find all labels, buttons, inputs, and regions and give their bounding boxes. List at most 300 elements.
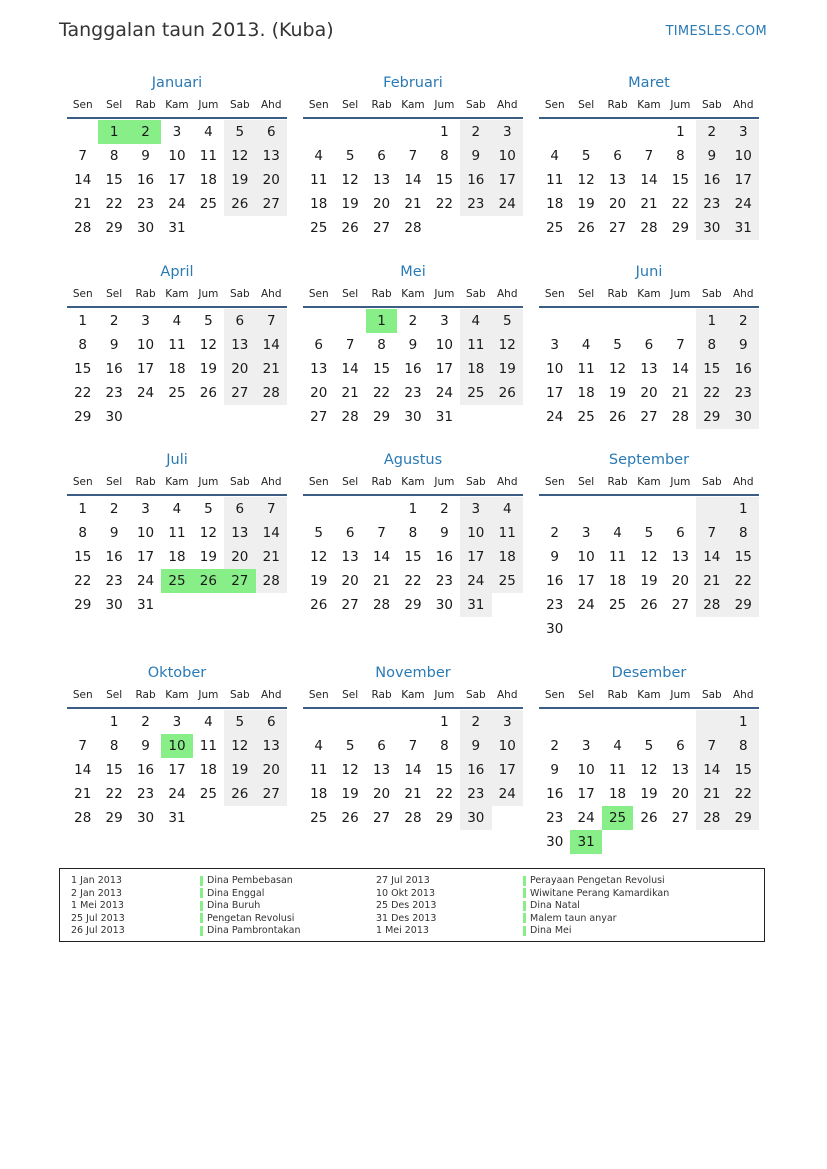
day-cell[interactable]: 3: [581, 525, 591, 541]
day-cell[interactable]: 20: [341, 573, 359, 589]
day-cell[interactable]: 8: [78, 525, 87, 541]
day-cell[interactable]: 23: [460, 192, 491, 216]
day-cell[interactable]: 16: [105, 549, 123, 565]
day-cell[interactable]: 13: [640, 361, 658, 377]
day-cell[interactable]: 21: [671, 385, 689, 401]
day-cell[interactable]: 16: [136, 762, 155, 778]
day-cell[interactable]: 3: [460, 497, 491, 521]
day-cell[interactable]: 9: [440, 525, 449, 541]
day-cell[interactable]: 14: [404, 762, 422, 778]
day-cell[interactable]: 23: [435, 573, 453, 589]
day-cell[interactable]: 20: [224, 545, 255, 569]
day-cell[interactable]: 7: [256, 309, 287, 333]
day-cell[interactable]: 12: [640, 549, 658, 565]
day-cell[interactable]: 15: [435, 172, 453, 188]
day-cell[interactable]: 10: [492, 144, 523, 168]
day-cell[interactable]: 14: [696, 758, 727, 782]
day-cell[interactable]: 11: [608, 549, 627, 565]
day-cell[interactable]: 11: [168, 525, 186, 541]
day-cell[interactable]: 14: [341, 361, 359, 377]
day-cell[interactable]: 30: [460, 806, 491, 830]
day-cell[interactable]: 20: [310, 385, 328, 401]
day-cell[interactable]: 14: [671, 361, 689, 377]
day-cell[interactable]: 24: [168, 196, 186, 212]
day-cell[interactable]: 13: [224, 333, 255, 357]
day-cell[interactable]: 31: [168, 220, 186, 236]
day-cell[interactable]: 4: [460, 309, 491, 333]
day-cell[interactable]: 23: [136, 196, 155, 212]
day-cell[interactable]: 22: [105, 196, 123, 212]
day-cell[interactable]: 30: [136, 810, 155, 826]
day-cell[interactable]: 11: [492, 521, 523, 545]
day-cell[interactable]: 9: [460, 734, 491, 758]
day-cell[interactable]: 17: [460, 545, 491, 569]
day-cell[interactable]: 30: [105, 597, 123, 613]
day-cell[interactable]: 26: [577, 220, 595, 236]
day-cell[interactable]: 13: [608, 172, 627, 188]
day-cell[interactable]: 28: [74, 810, 92, 826]
day-cell[interactable]: 18: [546, 196, 564, 212]
day-cell[interactable]: 13: [671, 762, 689, 778]
day-cell[interactable]: 25: [199, 786, 217, 802]
day-cell[interactable]: 17: [492, 758, 523, 782]
day-cell[interactable]: 28: [341, 409, 359, 425]
day-cell[interactable]: 6: [345, 525, 355, 541]
day-cell[interactable]: 14: [74, 172, 92, 188]
day-cell[interactable]: 28: [404, 810, 422, 826]
day-cell[interactable]: 15: [404, 549, 422, 565]
day-cell[interactable]: 3: [141, 501, 150, 517]
day-cell[interactable]: 7: [676, 337, 685, 353]
day-cell[interactable]: 28: [404, 220, 422, 236]
day-cell[interactable]: 3: [728, 120, 759, 144]
day-cell[interactable]: 29: [372, 409, 391, 425]
day-cell[interactable]: 18: [492, 545, 523, 569]
day-cell[interactable]: 3: [581, 738, 591, 754]
day-cell[interactable]: 22: [372, 385, 391, 401]
day-cell[interactable]: 2: [550, 525, 559, 541]
day-cell[interactable]: 15: [74, 549, 92, 565]
day-cell[interactable]: 10: [577, 762, 595, 778]
day-cell[interactable]: 3: [492, 710, 523, 734]
day-cell[interactable]: 20: [224, 357, 255, 381]
day-cell[interactable]: 30: [728, 405, 759, 429]
day-cell[interactable]: 17: [168, 172, 186, 188]
day-cell[interactable]: 28: [696, 806, 727, 830]
day-cell[interactable]: 19: [199, 361, 217, 377]
day-cell[interactable]: 27: [372, 220, 391, 236]
day-cell[interactable]: 2: [408, 313, 418, 329]
day-cell[interactable]: 15: [435, 762, 453, 778]
day-cell[interactable]: 27: [671, 810, 689, 826]
holiday-day-cell[interactable]: 26: [193, 569, 224, 593]
day-cell[interactable]: 7: [408, 148, 418, 164]
day-cell[interactable]: 30: [696, 216, 727, 240]
day-cell[interactable]: 2: [109, 501, 119, 517]
day-cell[interactable]: 11: [608, 762, 627, 778]
holiday-day-cell[interactable]: 1: [366, 309, 397, 333]
day-cell[interactable]: 27: [310, 409, 328, 425]
day-cell[interactable]: 15: [728, 545, 759, 569]
day-cell[interactable]: 5: [345, 148, 355, 164]
day-cell[interactable]: 17: [577, 573, 595, 589]
day-cell[interactable]: 29: [404, 597, 422, 613]
day-cell[interactable]: 16: [460, 168, 491, 192]
day-cell[interactable]: 27: [640, 409, 658, 425]
holiday-day-cell[interactable]: 27: [224, 569, 255, 593]
day-cell[interactable]: 10: [728, 144, 759, 168]
day-cell[interactable]: 13: [341, 549, 359, 565]
day-cell[interactable]: 29: [105, 220, 123, 236]
day-cell[interactable]: 6: [224, 497, 255, 521]
day-cell[interactable]: 21: [256, 357, 287, 381]
day-cell[interactable]: 4: [613, 525, 622, 541]
day-cell[interactable]: 12: [640, 762, 658, 778]
day-cell[interactable]: 14: [372, 549, 391, 565]
day-cell[interactable]: 13: [256, 144, 287, 168]
day-cell[interactable]: 8: [109, 148, 119, 164]
day-cell[interactable]: 6: [224, 309, 255, 333]
day-cell[interactable]: 25: [199, 196, 217, 212]
day-cell[interactable]: 21: [256, 545, 287, 569]
day-cell[interactable]: 4: [613, 738, 622, 754]
day-cell[interactable]: 30: [404, 409, 422, 425]
day-cell[interactable]: 16: [696, 168, 727, 192]
day-cell[interactable]: 6: [676, 738, 685, 754]
day-cell[interactable]: 3: [492, 120, 523, 144]
day-cell[interactable]: 16: [546, 573, 564, 589]
day-cell[interactable]: 27: [224, 381, 255, 405]
day-cell[interactable]: 23: [136, 786, 155, 802]
holiday-day-cell[interactable]: 25: [602, 806, 633, 830]
day-cell[interactable]: 21: [640, 196, 658, 212]
day-cell[interactable]: 10: [577, 549, 595, 565]
day-cell[interactable]: 24: [577, 597, 595, 613]
day-cell[interactable]: 6: [377, 738, 386, 754]
day-cell[interactable]: 30: [435, 597, 453, 613]
day-cell[interactable]: 17: [136, 549, 155, 565]
day-cell[interactable]: 21: [74, 196, 92, 212]
day-cell[interactable]: 12: [577, 172, 595, 188]
day-cell[interactable]: 4: [492, 497, 523, 521]
day-cell[interactable]: 7: [256, 497, 287, 521]
day-cell[interactable]: 7: [78, 738, 87, 754]
day-cell[interactable]: 7: [377, 525, 386, 541]
day-cell[interactable]: 19: [341, 196, 359, 212]
day-cell[interactable]: 15: [105, 762, 123, 778]
day-cell[interactable]: 9: [550, 549, 559, 565]
day-cell[interactable]: 17: [546, 385, 564, 401]
day-cell[interactable]: 30: [546, 621, 564, 637]
day-cell[interactable]: 24: [546, 409, 564, 425]
day-cell[interactable]: 28: [640, 220, 658, 236]
day-cell[interactable]: 18: [199, 762, 217, 778]
day-cell[interactable]: 1: [696, 309, 727, 333]
day-cell[interactable]: 16: [546, 786, 564, 802]
day-cell[interactable]: 15: [671, 172, 689, 188]
day-cell[interactable]: 18: [608, 786, 627, 802]
day-cell[interactable]: 29: [696, 405, 727, 429]
day-cell[interactable]: 31: [460, 593, 491, 617]
day-cell[interactable]: 12: [199, 525, 217, 541]
day-cell[interactable]: 18: [608, 573, 627, 589]
day-cell[interactable]: 18: [577, 385, 595, 401]
day-cell[interactable]: 24: [460, 569, 491, 593]
day-cell[interactable]: 18: [199, 172, 217, 188]
day-cell[interactable]: 6: [644, 337, 654, 353]
day-cell[interactable]: 10: [136, 525, 155, 541]
day-cell[interactable]: 10: [492, 734, 523, 758]
day-cell[interactable]: 1: [109, 714, 119, 730]
day-cell[interactable]: 22: [74, 385, 92, 401]
day-cell[interactable]: 26: [640, 597, 658, 613]
day-cell[interactable]: 8: [728, 734, 759, 758]
day-cell[interactable]: 21: [404, 196, 422, 212]
day-cell[interactable]: 7: [345, 337, 355, 353]
day-cell[interactable]: 2: [440, 501, 449, 517]
day-cell[interactable]: 4: [204, 714, 213, 730]
day-cell[interactable]: 18: [460, 357, 491, 381]
holiday-day-cell[interactable]: 31: [570, 830, 601, 854]
day-cell[interactable]: 5: [224, 710, 255, 734]
day-cell[interactable]: 13: [256, 734, 287, 758]
day-cell[interactable]: 22: [105, 786, 123, 802]
day-cell[interactable]: 19: [640, 786, 658, 802]
day-cell[interactable]: 24: [492, 782, 523, 806]
day-cell[interactable]: 16: [435, 549, 453, 565]
day-cell[interactable]: 9: [550, 762, 559, 778]
day-cell[interactable]: 8: [78, 337, 87, 353]
day-cell[interactable]: 27: [608, 220, 627, 236]
day-cell[interactable]: 19: [608, 385, 627, 401]
day-cell[interactable]: 19: [492, 357, 523, 381]
day-cell[interactable]: 17: [492, 168, 523, 192]
day-cell[interactable]: 23: [696, 192, 727, 216]
day-cell[interactable]: 11: [460, 333, 491, 357]
day-cell[interactable]: 4: [314, 738, 323, 754]
day-cell[interactable]: 19: [640, 573, 658, 589]
day-cell[interactable]: 20: [671, 786, 689, 802]
day-cell[interactable]: 28: [256, 569, 287, 593]
day-cell[interactable]: 19: [341, 786, 359, 802]
day-cell[interactable]: 29: [671, 220, 689, 236]
day-cell[interactable]: 23: [546, 597, 564, 613]
day-cell[interactable]: 5: [224, 120, 255, 144]
day-cell[interactable]: 15: [372, 361, 391, 377]
day-cell[interactable]: 9: [460, 144, 491, 168]
day-cell[interactable]: 25: [492, 569, 523, 593]
day-cell[interactable]: 1: [408, 501, 418, 517]
day-cell[interactable]: 7: [78, 148, 87, 164]
day-cell[interactable]: 20: [372, 196, 391, 212]
day-cell[interactable]: 18: [168, 361, 186, 377]
day-cell[interactable]: 26: [341, 220, 359, 236]
day-cell[interactable]: 9: [408, 337, 418, 353]
day-cell[interactable]: 3: [440, 313, 449, 329]
day-cell[interactable]: 12: [341, 172, 359, 188]
day-cell[interactable]: 5: [581, 148, 591, 164]
day-cell[interactable]: 26: [608, 409, 627, 425]
day-cell[interactable]: 4: [550, 148, 559, 164]
day-cell[interactable]: 28: [696, 593, 727, 617]
holiday-day-cell[interactable]: 2: [130, 120, 161, 144]
day-cell[interactable]: 7: [696, 734, 727, 758]
day-cell[interactable]: 24: [136, 573, 155, 589]
day-cell[interactable]: 5: [492, 309, 523, 333]
day-cell[interactable]: 12: [492, 333, 523, 357]
day-cell[interactable]: 12: [224, 734, 255, 758]
day-cell[interactable]: 21: [341, 385, 359, 401]
day-cell[interactable]: 19: [310, 573, 328, 589]
day-cell[interactable]: 18: [310, 786, 328, 802]
day-cell[interactable]: 8: [676, 148, 685, 164]
day-cell[interactable]: 25: [608, 597, 627, 613]
day-cell[interactable]: 19: [199, 549, 217, 565]
day-cell[interactable]: 15: [105, 172, 123, 188]
day-cell[interactable]: 31: [168, 810, 186, 826]
day-cell[interactable]: 6: [676, 525, 685, 541]
day-cell[interactable]: 3: [172, 124, 182, 140]
day-cell[interactable]: 1: [440, 124, 449, 140]
day-cell[interactable]: 29: [435, 810, 453, 826]
day-cell[interactable]: 15: [696, 357, 727, 381]
day-cell[interactable]: 6: [377, 148, 386, 164]
day-cell[interactable]: 12: [199, 337, 217, 353]
day-cell[interactable]: 11: [577, 361, 595, 377]
day-cell[interactable]: 24: [435, 385, 453, 401]
day-cell[interactable]: 9: [728, 333, 759, 357]
holiday-day-cell[interactable]: 1: [98, 120, 129, 144]
day-cell[interactable]: 19: [224, 758, 255, 782]
day-cell[interactable]: 20: [608, 196, 627, 212]
day-cell[interactable]: 8: [109, 738, 119, 754]
day-cell[interactable]: 9: [141, 738, 150, 754]
day-cell[interactable]: 8: [696, 333, 727, 357]
day-cell[interactable]: 14: [404, 172, 422, 188]
day-cell[interactable]: 8: [377, 337, 386, 353]
day-cell[interactable]: 24: [728, 192, 759, 216]
day-cell[interactable]: 24: [168, 786, 186, 802]
day-cell[interactable]: 14: [696, 545, 727, 569]
day-cell[interactable]: 1: [676, 124, 685, 140]
day-cell[interactable]: 12: [224, 144, 255, 168]
day-cell[interactable]: 21: [696, 782, 727, 806]
day-cell[interactable]: 25: [168, 385, 186, 401]
day-cell[interactable]: 24: [492, 192, 523, 216]
day-cell[interactable]: 26: [341, 810, 359, 826]
day-cell[interactable]: 29: [728, 593, 759, 617]
day-cell[interactable]: 8: [408, 525, 418, 541]
day-cell[interactable]: 13: [671, 549, 689, 565]
day-cell[interactable]: 4: [172, 501, 182, 517]
day-cell[interactable]: 8: [440, 148, 449, 164]
day-cell[interactable]: 16: [105, 361, 123, 377]
day-cell[interactable]: 11: [199, 148, 217, 164]
day-cell[interactable]: 10: [546, 361, 564, 377]
day-cell[interactable]: 10: [168, 148, 186, 164]
day-cell[interactable]: 26: [224, 782, 255, 806]
day-cell[interactable]: 26: [224, 192, 255, 216]
day-cell[interactable]: 23: [460, 782, 491, 806]
day-cell[interactable]: 26: [640, 810, 658, 826]
day-cell[interactable]: 29: [105, 810, 123, 826]
day-cell[interactable]: 2: [728, 309, 759, 333]
day-cell[interactable]: 17: [728, 168, 759, 192]
day-cell[interactable]: 27: [372, 810, 391, 826]
day-cell[interactable]: 23: [105, 385, 123, 401]
day-cell[interactable]: 19: [577, 196, 595, 212]
day-cell[interactable]: 12: [341, 762, 359, 778]
day-cell[interactable]: 5: [644, 738, 654, 754]
day-cell[interactable]: 26: [199, 385, 217, 401]
day-cell[interactable]: 22: [74, 573, 92, 589]
day-cell[interactable]: 6: [314, 337, 323, 353]
day-cell[interactable]: 13: [310, 361, 328, 377]
day-cell[interactable]: 2: [550, 738, 559, 754]
day-cell[interactable]: 28: [256, 381, 287, 405]
day-cell[interactable]: 30: [546, 834, 564, 850]
day-cell[interactable]: 29: [74, 409, 92, 425]
day-cell[interactable]: 24: [577, 810, 595, 826]
day-cell[interactable]: 25: [310, 220, 328, 236]
day-cell[interactable]: 12: [608, 361, 627, 377]
day-cell[interactable]: 14: [256, 333, 287, 357]
day-cell[interactable]: 7: [696, 521, 727, 545]
day-cell[interactable]: 17: [168, 762, 186, 778]
day-cell[interactable]: 20: [640, 385, 658, 401]
day-cell[interactable]: 10: [136, 337, 155, 353]
day-cell[interactable]: 1: [78, 501, 87, 517]
day-cell[interactable]: 27: [256, 782, 287, 806]
day-cell[interactable]: 1: [728, 497, 759, 521]
day-cell[interactable]: 3: [141, 313, 150, 329]
day-cell[interactable]: 4: [581, 337, 591, 353]
day-cell[interactable]: 24: [136, 385, 155, 401]
day-cell[interactable]: 26: [310, 597, 328, 613]
day-cell[interactable]: 7: [408, 738, 418, 754]
day-cell[interactable]: 28: [372, 597, 391, 613]
day-cell[interactable]: 16: [460, 758, 491, 782]
day-cell[interactable]: 20: [256, 758, 287, 782]
day-cell[interactable]: 17: [435, 361, 453, 377]
day-cell[interactable]: 29: [728, 806, 759, 830]
day-cell[interactable]: 17: [136, 361, 155, 377]
day-cell[interactable]: 26: [492, 381, 523, 405]
day-cell[interactable]: 18: [168, 549, 186, 565]
day-cell[interactable]: 4: [204, 124, 213, 140]
day-cell[interactable]: 11: [310, 172, 328, 188]
day-cell[interactable]: 5: [314, 525, 323, 541]
day-cell[interactable]: 4: [172, 313, 182, 329]
day-cell[interactable]: 6: [613, 148, 622, 164]
day-cell[interactable]: 10: [435, 337, 453, 353]
day-cell[interactable]: 20: [671, 573, 689, 589]
day-cell[interactable]: 27: [671, 597, 689, 613]
day-cell[interactable]: 5: [613, 337, 622, 353]
day-cell[interactable]: 5: [204, 501, 213, 517]
day-cell[interactable]: 18: [310, 196, 328, 212]
day-cell[interactable]: 6: [256, 120, 287, 144]
day-cell[interactable]: 22: [671, 196, 689, 212]
day-cell[interactable]: 2: [141, 714, 150, 730]
day-cell[interactable]: 8: [440, 738, 449, 754]
day-cell[interactable]: 21: [696, 569, 727, 593]
day-cell[interactable]: 5: [204, 313, 213, 329]
day-cell[interactable]: 29: [74, 597, 92, 613]
day-cell[interactable]: 3: [550, 337, 559, 353]
day-cell[interactable]: 31: [728, 216, 759, 240]
day-cell[interactable]: 23: [546, 810, 564, 826]
